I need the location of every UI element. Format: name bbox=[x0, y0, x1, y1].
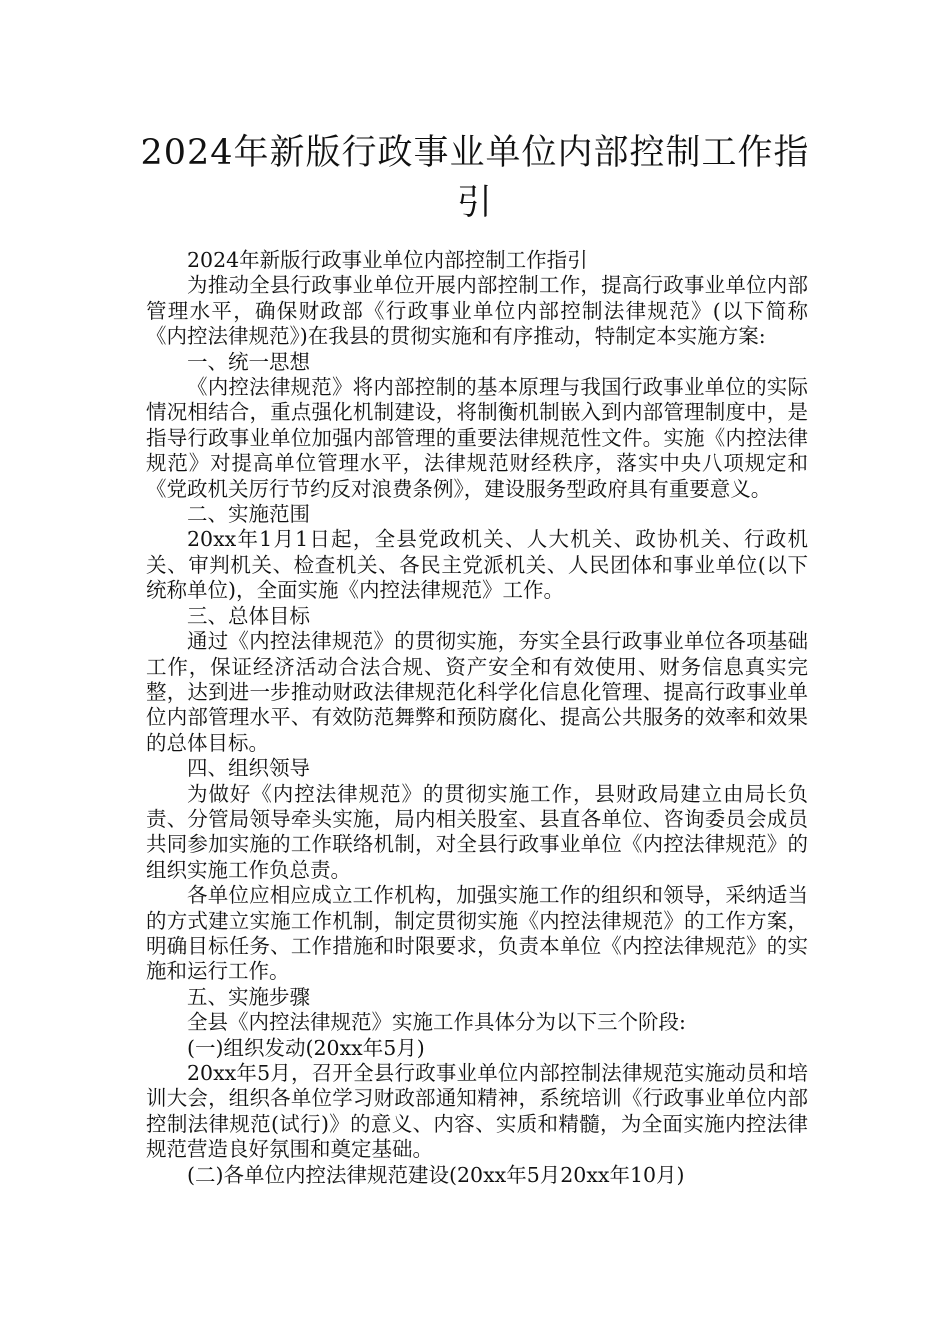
section-heading-5: 五、实施步骤 bbox=[187, 984, 310, 1009]
section-4-paragraph-1: 为做好《内控法律规范》的贯彻实施工作，县财政局建立由局长负责、分管局领导牵头实施，局内相关股室、县直各单位、咨询委员会成员共同参加实施的工作联络机制，对全县行政事业单位《内控法律规范》的组织实施工作负总责。 bbox=[146, 781, 808, 882]
section-heading-3: 三、总体目标 bbox=[187, 603, 310, 628]
section-heading-4: 四、组织领导 bbox=[187, 756, 310, 781]
section-2-paragraph: 20xx年1月1日起，全县党政机关、人大机关、政协机关、行政机关、审判机关、检查机关、各民主党派机关、人民团体和事业单位(以下统称单位)，全面实施《内控法律规范》工作。 bbox=[146, 527, 808, 603]
subtitle-line: 2024年新版行政事业单位内部控制工作指引 bbox=[187, 248, 588, 272]
document-title: 2024年新版行政事业单位内部控制工作指引 bbox=[140, 133, 810, 223]
section-5-intro: 全县《内控法律规范》实施工作具体分为以下三个阶段: bbox=[187, 1010, 686, 1035]
document-body bbox=[146, 248, 808, 1188]
section-heading-1: 一、统一思想 bbox=[187, 349, 310, 374]
stage-1-paragraph: 20xx年5月，召开全县行政事业单位内部控制法律规范实施动员和培训大会，组织各单位学习财政部通知精神，系统培训《行政事业单位内部控制法律规范(试行)》的意义、内容、实质和精髓，为全面实施内控法律规范营造良好氛围和奠定基础。 bbox=[146, 1061, 808, 1162]
stage-1-heading: (一)组织发动(20xx年5月) bbox=[187, 1035, 425, 1060]
section-3-paragraph: 通过《内控法律规范》的贯彻实施，夯实全县行政事业单位各项基础工作，保证经济活动合法合规、资产安全和有效使用、财务信息真实完整，达到进一步推动财政法律规范化科学化信息化管理、提高行政事业单位内部管理水平、有效防范舞弊和预防腐化、提高公共服务的效率和效果的总体目标。 bbox=[146, 629, 808, 755]
section-heading-2: 二、实施范围 bbox=[187, 502, 310, 527]
section-4-paragraph-2: 各单位应相应成立工作机构，加强实施工作的组织和领导，采纳适当的方式建立实施工作机制，制定贯彻实施《内控法律规范》的工作方案，明确目标任务、工作措施和时限要求，负责本单位《内控法律规范》的实施和运行工作。 bbox=[146, 883, 808, 984]
section-1-paragraph: 《内控法律规范》将内部控制的基本原理与我国行政事业单位的实际情况相结合，重点强化机制建设，将制衡机制嵌入到内部管理制度中，是指导行政事业单位加强内部管理的重要法律规范性文件。实施《内控法律规范》对提高单位管理水平，法律规范财经秩序，落实中央八项规定和《党政机关厉行节约反对浪费条例》，建设服务型政府具有重要意义。 bbox=[146, 375, 808, 501]
stage-2-heading: (二)各单位内控法律规范建设(20xx年5月20xx年10月) bbox=[187, 1162, 685, 1187]
intro-paragraph: 为推动全县行政事业单位开展内部控制工作，提高行政事业单位内部管理水平，确保财政部《行政事业单位内部控制法律规范》(以下简称《内控法律规范》)在我县的贯彻实施和有序推动，特制定本实施方案: bbox=[146, 273, 808, 349]
